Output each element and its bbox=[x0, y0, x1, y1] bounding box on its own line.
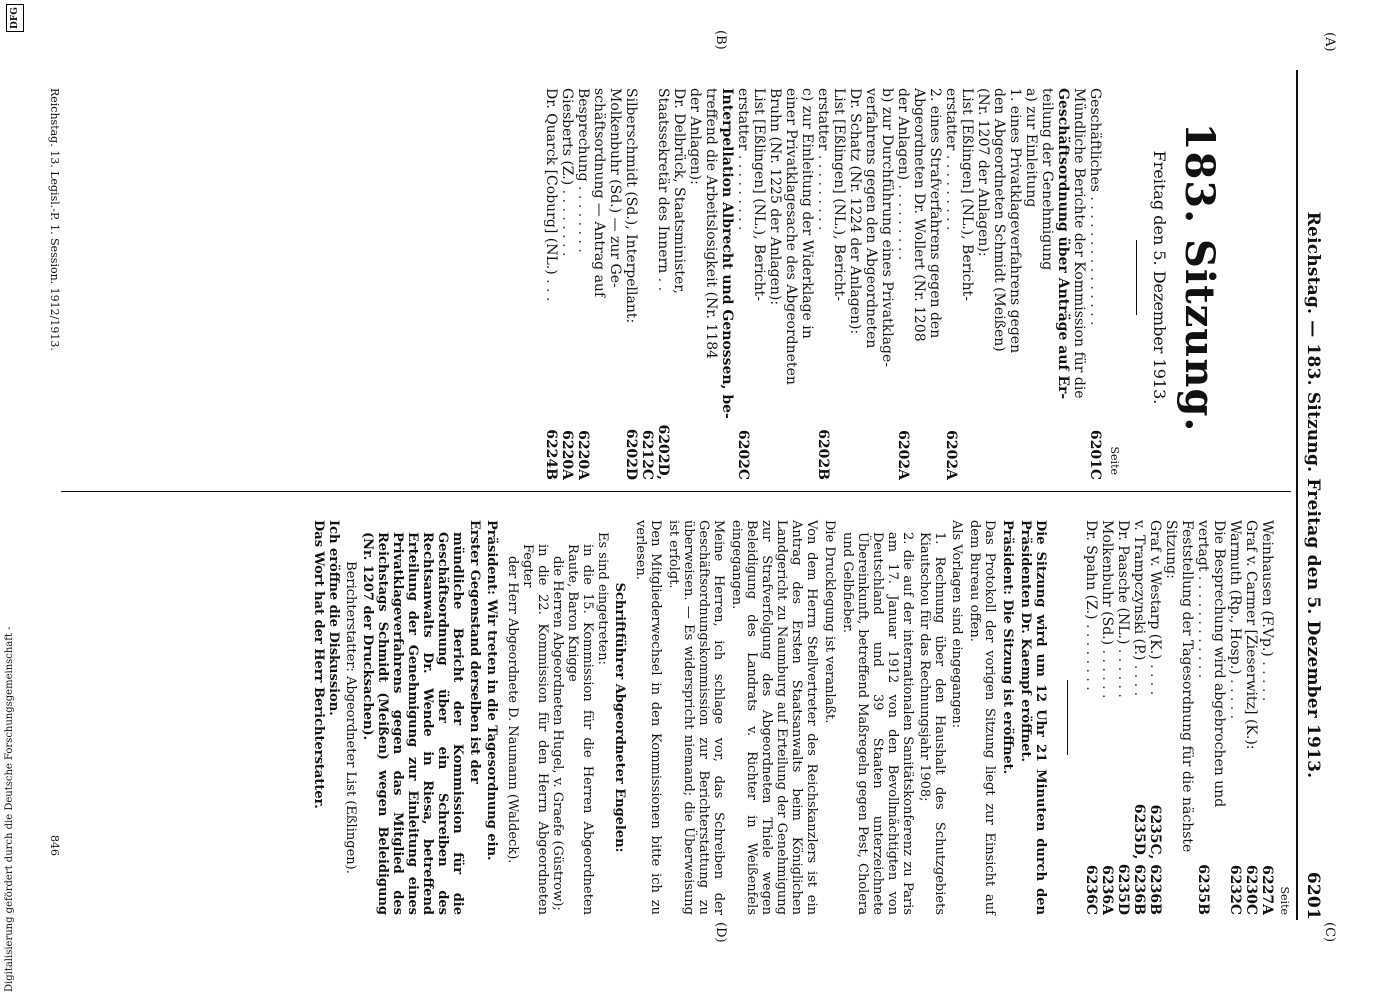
president-statement: Präsident: Die Sitzung ist eröffnet. bbox=[1000, 520, 1015, 775]
dfg-credit: Digitalisierung gefördert durch die Deutsche Forschungsgemeinschaft - bbox=[4, 626, 15, 992]
column-divider bbox=[61, 491, 1291, 492]
printing-note: Die Drucklegung ist veranlaßt. bbox=[822, 520, 837, 724]
toc-entry: List [Eßlingen] (NL.), Bericht- bbox=[751, 88, 767, 301]
toc-entry: Abgeordneten Dr. Wollert (Nr. 1208 bbox=[911, 88, 927, 342]
discussion-open: Ich eröffne die Diskussion. bbox=[326, 520, 341, 716]
secretary-line: Es sind eingetreten: bbox=[595, 532, 610, 665]
opening-paragraph: Die Sitzung wird um 12 Uhr 21 Minuten durch den Präsidenten Dr. Kaempf eröffnet. bbox=[1018, 520, 1048, 915]
speaker-entry: Weinhausen (F.Vp.) . . . . . 6227A bbox=[1259, 520, 1275, 915]
toc-entry: List [Eßlingen] (NL.), Bericht- bbox=[959, 88, 975, 301]
page-number: 6201 bbox=[1303, 871, 1323, 920]
toc-entry: Dr. Schatz (Nr. 1224 der Anlagen): bbox=[847, 88, 863, 335]
speaker-entry: Feststellung der Tagesordnung für die nächste bbox=[1179, 520, 1195, 853]
dfg-logo: DFG bbox=[6, 4, 24, 32]
toc-entry: der Anlagen): bbox=[687, 88, 703, 185]
toc-entry: Giesberts (Z.) . . . . . . . . 6220A bbox=[559, 88, 575, 480]
toc-entry: teilung der Genehmigung bbox=[1039, 88, 1055, 271]
secretary-line: in die 22. Kommission für den Herrn Abgeordneten Fegter bbox=[520, 544, 550, 915]
margin-marker-b: (B) bbox=[713, 30, 728, 50]
protocol-paragraph: Das Protokoll der vorigen Sitzung liegt zur Einsicht auf dem Bureau offen. bbox=[967, 520, 997, 915]
toc-entry: einer Privatklagesache des Abgeordneten bbox=[783, 88, 799, 385]
submission-item: 2. die auf der internationalen Sanitätskonferenz zu Paris am 17. Januar 1912 von den Bevollmächtigten von Deutschland und 39 Staaten unterzeichnete Übereinkunft, betreffend Maßregeln gegen Pest, Cholera und Gelbfieber. bbox=[840, 532, 915, 915]
toc-entry: c) zur Einleitung der Widerklage in bbox=[799, 88, 815, 339]
first-item-title: mündliche Bericht der Kommission für die Geschäftsordnung über ein Schreiben des Rechtsanwalts Dr. Wende in Riesa, betreffend Erteilung der Genehmigung zur Einleitung eines Privatklageverfahrens gegen das Mitglied des Reichstags Schmidt (Meißen) wegen Beleidigung (Nr. 1207 der Drucksachen). bbox=[360, 532, 465, 915]
toc-entry: Interpellation Albrecht und Genossen, be- bbox=[719, 88, 735, 419]
toc-entry: Staatssekretär des Innern . . 6202D, bbox=[655, 88, 671, 480]
speaker-list bbox=[1083, 520, 1275, 915]
secretary-line: der Herr Abgeordnete D. Naumann (Waldeck). bbox=[505, 556, 520, 864]
toc-entry: Besprechung . . . . . . . . 6220A bbox=[575, 88, 591, 480]
toc-entry: Dr. Quarck [Coburg] (NL.) . . . 6224B bbox=[543, 88, 559, 480]
seite-label-left: Seite bbox=[1108, 446, 1121, 475]
submissions-intro: Als Vorlagen sind eingegangen: bbox=[949, 520, 964, 729]
referral-paragraph: Meine Herren, ich schlage vor, das Schreiben der Geschäftsordnungskommission zur Berichterstattung zu überweisen. — Es widerspricht niemand; die Überweisung ist erfolgt. bbox=[666, 520, 726, 915]
margin-marker-c: (C) bbox=[1322, 922, 1337, 943]
speaker-entry: Die Besprechung wird abgebrochen und bbox=[1211, 520, 1227, 808]
header-rule bbox=[1296, 70, 1298, 920]
toc-entry: den Abgeordneten Schmidt (Meißen) bbox=[991, 88, 1007, 352]
margin-marker-a: (A) bbox=[1322, 32, 1337, 52]
toc-entry: erstatter . . . . . . . . . 6202B bbox=[815, 88, 831, 480]
floor-given: Das Wort hat der Herr Berichterstatter. bbox=[311, 520, 326, 809]
speaker-entry: Sitzung: bbox=[1163, 520, 1179, 579]
section-rule bbox=[1067, 680, 1068, 755]
speaker-entry: Graf v. Carmer [Zieserwitz] (K.): 6230C bbox=[1243, 520, 1259, 915]
toc-entry: (Nr. 1207 der Anlagen): bbox=[975, 88, 991, 257]
table-of-contents bbox=[543, 88, 1103, 480]
speaker-entry: Molkenbuhr (Sd.) . . . . . . 6236A bbox=[1099, 520, 1115, 915]
member-change-request: Den Mitgliederwechsel in den Kommissionen bitte ich zu verlesen. bbox=[633, 520, 663, 915]
toc-entry: Silberschmidt (Sd.), Interpellant: 6202D bbox=[623, 88, 639, 480]
margin-marker-d: (D) bbox=[713, 922, 728, 943]
rapporteur-line: Berichterstatter: Abgeordneter List (Eßlingen). bbox=[343, 561, 358, 874]
toc-entry: b) zur Durchführung eines Privatklage- bbox=[879, 88, 895, 368]
session-title: 183. Sitzung. bbox=[1176, 122, 1223, 433]
toc-entry: 1. eines Privatklageverfahrens gegen bbox=[1007, 88, 1023, 354]
toc-entry: Dr. Delbrück, Staatsminister, bbox=[671, 88, 687, 294]
title-rule bbox=[1136, 240, 1137, 315]
speaker-entry: Warmuth (Rp., Hosp.) . . . . . 6232C bbox=[1227, 520, 1243, 915]
secretary-line: in die 15. Kommission für die Herren Abgeordneten Raute, Baron Knigge bbox=[565, 544, 595, 915]
speaker-entry: v. Trampczynski (P.) . . . . 6235D, 6236B bbox=[1131, 520, 1147, 915]
toc-entry: a) zur Einleitung bbox=[1023, 88, 1039, 208]
toc-entry: treffend die Arbeitslosigkeit (Nr. 1184 bbox=[703, 88, 719, 360]
submission-item: 1. Rechnung über den Haushalt des Schutzgebiets Kiautschou für das Rechnungsjahr 1908; bbox=[917, 532, 947, 915]
motion-paragraph: Von dem Herrn Stellvertreter des Reichskanzlers ist ein Antrag des Ersten Staatsanwalts beim Königlichen Landgericht zu Naumburg auf Erteilung der Genehmigung zur Strafverfolgung des Abgeordneten Thiele wegen Beleidigung des Landrats v. Richter in Weißenfels eingegangen. bbox=[729, 520, 819, 915]
speaker-entry: Dr. Paasche (NL.) . . . . . . 6235D bbox=[1115, 520, 1131, 915]
session-date: Freitag den 5. Dezember 1913. bbox=[1150, 150, 1169, 405]
toc-entry: List [Eßlingen] (NL.), Bericht- bbox=[831, 88, 847, 301]
toc-entry: Geschäftliches . . . . . . . . . . . . . . . 6201C bbox=[1087, 88, 1103, 480]
toc-entry: erstatter . . . . . . . . . 6202C bbox=[735, 88, 751, 480]
seite-label-right: Seite bbox=[1278, 886, 1291, 915]
running-title: Reichstag. — 183. Sitzung. Freitag den 5. Dezember 1913. bbox=[1303, 211, 1323, 779]
footer-page: 846 bbox=[48, 835, 61, 856]
toc-entry: Mündliche Berichte der Kommission für die bbox=[1071, 88, 1087, 399]
toc-entry: der Anlagen) . . . . . . . . . 6202A bbox=[895, 88, 911, 480]
speaker-entry: Graf v. Westarp (K.) . . . . 6235C, 6236B bbox=[1147, 520, 1163, 915]
first-item-intro: Erster Gegenstand derselben ist der bbox=[467, 520, 482, 784]
toc-entry: Geschäftsordnung über Anträge auf Er- bbox=[1055, 88, 1071, 400]
proceedings-body bbox=[311, 520, 1048, 915]
speaker-entry: vertagt . . . . . . . . . . . . 6235B bbox=[1195, 520, 1211, 915]
toc-entry: schäftsordnung — Antrag auf bbox=[591, 88, 607, 298]
agenda-opening: Präsident: Wir treten in die Tagesordnung ein. bbox=[484, 520, 499, 861]
toc-entry: Molkenbuhr (Sd.) — zur Ge- bbox=[607, 88, 623, 288]
credit-strip bbox=[0, 0, 22, 1000]
speaker-entry: Dr. Spahn (Z.) . . . . . . . . 6236C bbox=[1083, 520, 1099, 915]
secretary-line: die Herren Abgeordneten Hugel, v. Graefe (Güstrow); bbox=[550, 556, 565, 911]
toc-entry: verfahrens gegen den Abgeordneten bbox=[863, 88, 879, 349]
toc-entry: 6212C bbox=[639, 429, 655, 480]
toc-entry: 2. eines Strafverfahrens gegen den bbox=[927, 88, 943, 339]
footer-legislature: Reichstag. 13. Legisl.-P. 1. Session. 1912/1913. bbox=[48, 88, 61, 351]
secretary-heading: Schriftführer Abgeordneter Engelen: bbox=[612, 582, 627, 853]
toc-entry: Bruhn (Nr. 1225 der Anlagen): bbox=[767, 88, 783, 306]
toc-entry: erstatter . . . . . . . . . 6202A bbox=[943, 88, 959, 480]
